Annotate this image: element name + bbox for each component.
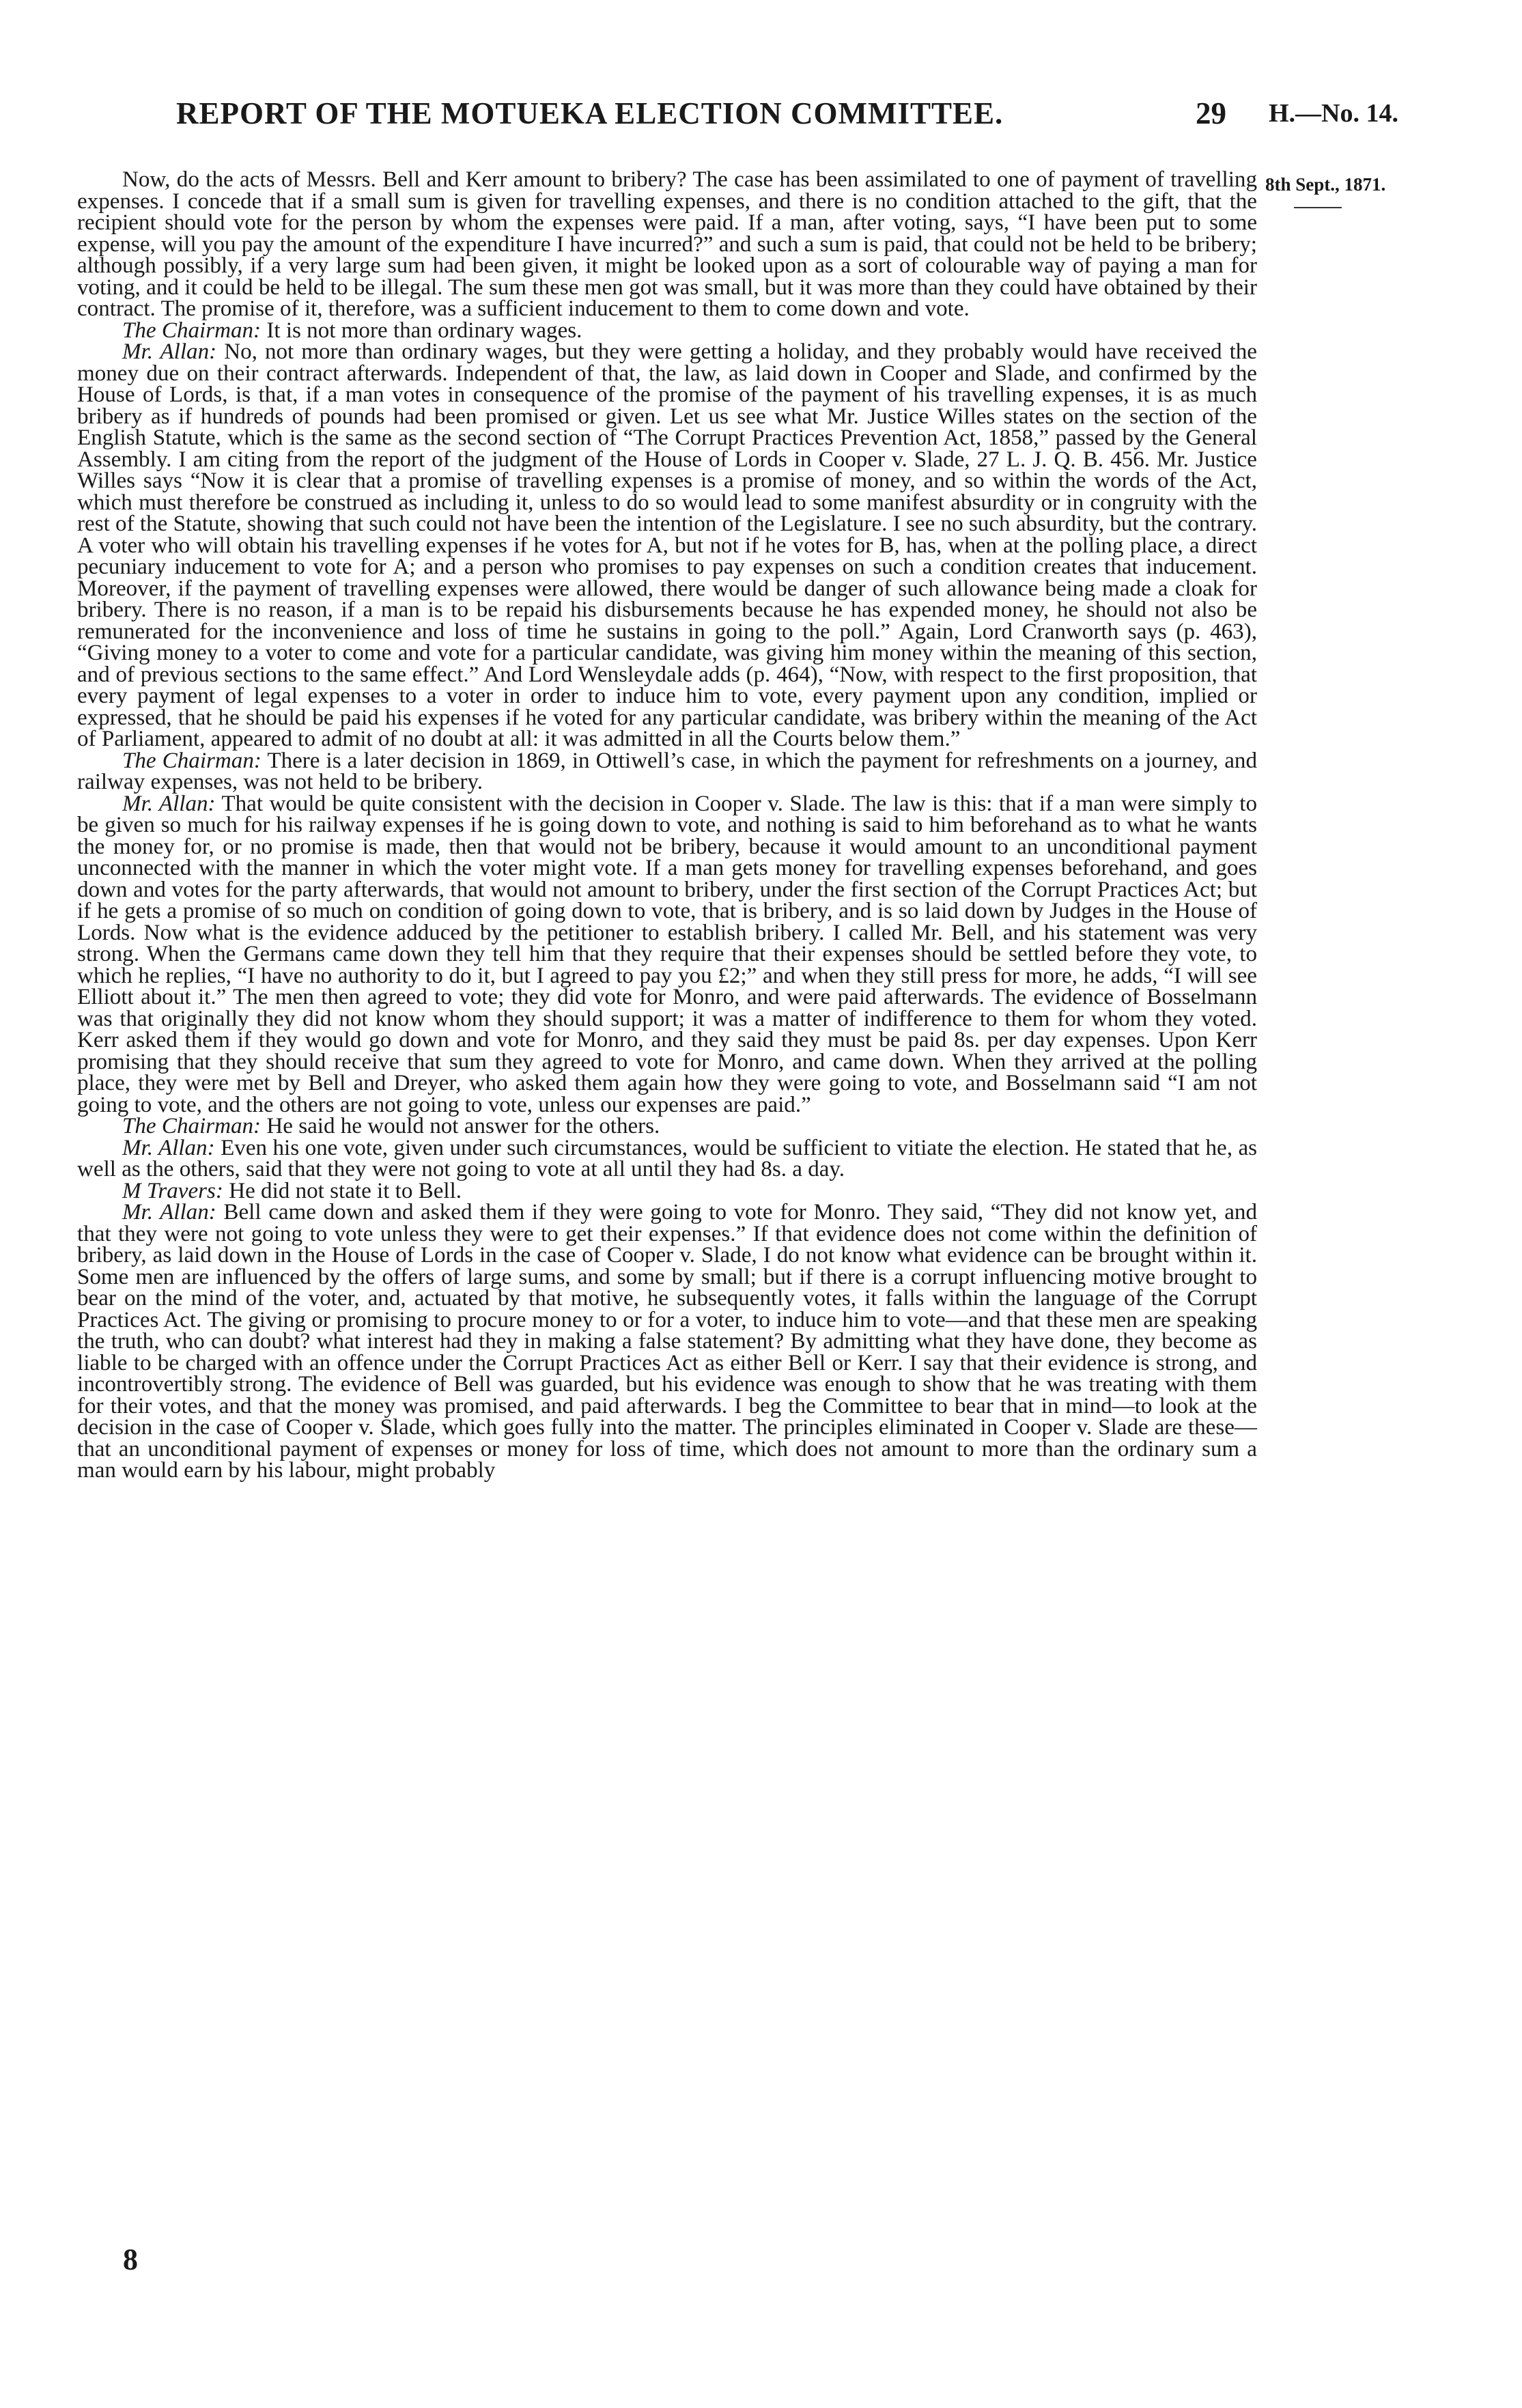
speaker-label: The Chairman: [122,748,262,773]
body-text [77,169,1257,1482]
paragraph [77,1178,1257,1203]
paragraph [77,320,1257,342]
speaker-label: Mr. Allan: [122,791,216,816]
report-title: REPORT OF THE MOTUEKA ELECTION COMMITTEE. [176,96,1004,130]
page-number: 29 [1196,96,1226,130]
margin-rule [1294,207,1342,208]
margin-date-note: 8th Sept., 1871. [1265,174,1386,195]
speaker-label: Mr. Allan: [122,1200,216,1224]
paragraph [77,791,1257,1117]
paragraph-text: He did not state it to Bell. [229,1178,462,1203]
paragraph [77,1135,1257,1181]
paragraph [77,1202,1257,1482]
paragraph [77,748,1258,794]
paragraph-text: Bell came down and asked them if they were going to vote for Monro. They said, “They did not know yet, and that they were not going to vote unless they were to get their expenses.” If that evidence does not come within the definition of bribery, as laid down in the House of Lords in the case of Cooper v. Slade, I do not know what evidence can be brought within it. Some men are influenced by the offers of large sums, and some by small; but if there is a corrupt influencing motive brought to bear on the mind of the voter, and, actuated by that motive, he subsequently votes, it falls within the language of the Corrupt Practices Act. The giving or promising to procure money to or for a voter, to induce him to vote—and that these men are speaking the truth, who can doubt? what interest had they in making a false statement? By admitting what they have done, they become as liable to be charged with an offence under the Corrupt Practices Act as either Bell or Kerr. I say that their evidence is strong, and incontrovertibly strong. The evidence of Bell was guarded, but his evidence was enough to show that he was treating with them for their votes, and that the money was promised, and paid afterwards. I beg the Committee to bear that in mind—to look at the decision in the case of Cooper v. Slade, which goes fully into the matter. The principles eliminated in Cooper v. Slade are these—that an unconditional payment of expenses or money for loss of time, which does not amount to more than the ordinary sum a man would earn by his labour, might probably [77,1200,1257,1483]
paragraph [77,169,1257,320]
speaker-label: Mr. Allan: [122,339,217,364]
speaker-label: The Chairman: [122,1114,262,1138]
paragraph-text: There is a later decision in 1869, in Ottiwell’s case, in which the payment for refreshments on a journey, and railway expenses, was not held to be bribery. [77,748,1258,794]
paragraph-text: He said he would not answer for the others. [266,1114,660,1138]
paragraph-text: Even his one vote, given under such circumstances, would be sufficient to vitiate the election. He stated that he, as well as the others, said that they were not going to vote at all until they had 8s. a day. [77,1135,1257,1181]
paragraph-text: No, not more than ordinary wages, but they were getting a holiday, and they probably would have received the money due on their contract afterwards. Independent of that, the law, as laid down in Cooper and Slade, and confirmed by the House of Lords, is that, if a man votes in consequence of the promise of the payment of his travelling expenses, it is as much bribery as if hundreds of pounds had been promised or given. Let us see what Mr. Justice Willes states on the section of the English Statute, which is the same as the second section of “The Corrupt Practices Prevention Act, 1858,” passed by the General Assembly. I am citing from the report of the judgment of the House of Lords in Cooper v. Slade, 27 L. J. Q. B. 456. Mr. Justice Willes says “Now it is clear that a promise of travelling expenses is a promise of money, and so within the words of the Act, which must therefore be construed as including it, unless to do so would lead to some manifest absurdity or in congruity with the rest of the Statute, showing that such could not have been the intention of the Legislature. I see no such absurdity, but the contrary. A voter who will obtain his travelling expenses if he votes for A, but not if he votes for B, has, when at the polling place, a direct pecuniary inducement to vote for A; and a person who promises to pay expenses on such a condition creates that inducement. Moreover, if the payment of travelling expenses were allowed, there would be danger of such allowance being made a cloak for bribery. There is no reason, if a man is to be repaid his disbursements because he has expended money, he should not also be remunerated for the inconvenience and loss of time he sustains in going to the poll.” Again, Lord Cranworth says (p. 463), “Giving money to a voter to come and vote for a particular candidate, was giving him money within the meaning of this section, and of previous sections to the same effect.” And Lord Wensleydale adds (p. 464), “Now, with respect to the first proposition, that every payment of legal expenses to a voter in order to induce him to vote, every payment upon any condition, implied or expressed, that he should be paid his expenses if he voted for any particular candidate, was bribery within the meaning of the Act of Parliament, appeared to admit of no doubt at all: it was admitted in all the Courts below them.” [77,339,1257,751]
paragraph [77,341,1257,751]
paragraph-text: Now, do the acts of Messrs. Bell and Kerr amount to bribery? The case has been assimilated to one of payment of travelling expenses. I concede that if a small sum is given for travelling expenses, and there is no condition attached to the gift, that the recipient should vote for the person by whom the expenses were paid. If a man, after voting, says, “I have been put to some expense, will you pay the amount of the expenditure I have incurred?” and such a sum is paid, that could not be held to be bribery; although possibly, if a very large sum had been given, it might be looked upon as a sort of colourable way of paying a man for voting, and it could be held to be illegal. The sum these men got was small, but it was more than they could have obtained by their contract. The promise of it, therefore, was a sufficient inducement to them to come down and vote. [77,167,1257,321]
paragraph-text: That would be quite consistent with the decision in Cooper v. Slade. The law is this: that if a man were simply to be given so much for his railway expenses if he is going down to vote, and nothing is said to him beforehand as to what he wants the money for, or no promise is made, then that would not be bribery, because it would amount to an unconditional payment unconnected with the manner in which the voter might vote. If a man gets money for travelling expenses beforehand, and goes down and votes for the party afterwards, that would not amount to bribery, under the first section of the Corrupt Practices Act; but if he gets a promise of so much on condition of going down to vote, that is bribery, and is so laid down by Judges in the House of Lords. Now what is the evidence adduced by the petitioner to establish bribery. I called Mr. Bell, and his statement was very strong. When the Germans came down they tell him that they require that their expenses should be settled before they vote, to which he replies, “I have no authority to do it, but I agreed to pay you £2;” and when they still press for more, he adds, “I will see Elliott about it.” The men then agreed to vote; they did vote for Monro, and were paid afterwards. The evidence of Bosselmann was that originally they did not know whom they should support; it was a matter of indifference to them for whom they voted. Kerr asked them if they would go down and vote for Monro, and they said they must be paid 8s. per day expenses. Upon Kerr promising that they should receive that sum they agreed to vote for Monro, and came down. When they arrived at the polling place, they were met by Bell and Dreyer, who asked them again how they were going to vote, and Bosselmann said “I am not going to vote, and the others are not going to vote, unless our expenses are paid.” [77,791,1257,1117]
paper-number: H.—No. 14. [1269,99,1398,128]
running-head [176,96,1439,137]
speaker-label: M Travers: [122,1178,223,1203]
paragraph-text: It is not more than ordinary wages. [266,318,582,343]
speaker-label: Mr. Allan: [122,1135,215,1160]
speaker-label: The Chairman: [122,318,262,343]
sheet-signature: 8 [123,2243,138,2276]
paragraph [77,1116,1257,1138]
